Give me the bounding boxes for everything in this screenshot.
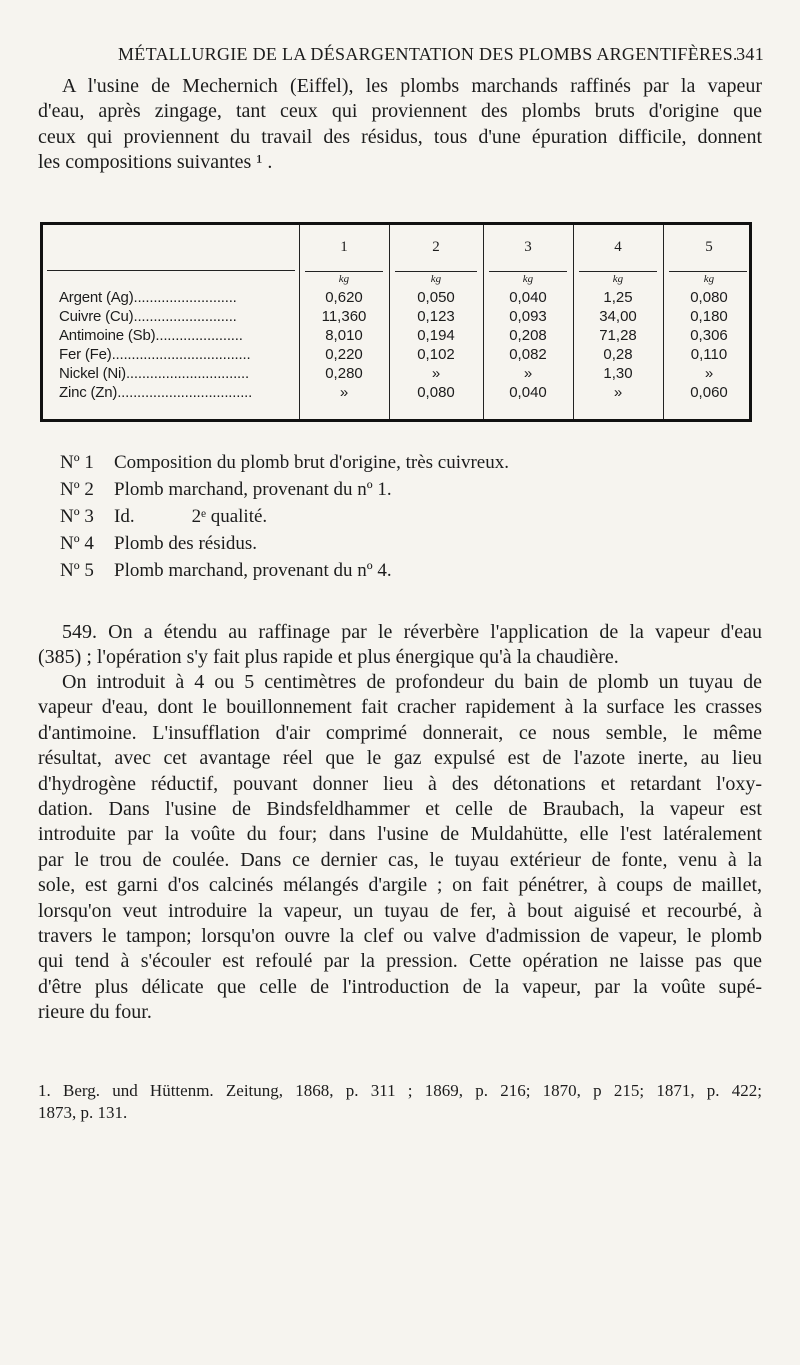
column-divider: [389, 225, 390, 419]
unit-rule: [579, 271, 657, 272]
unit-label: kg: [338, 273, 350, 285]
table-cell: 0,110: [690, 346, 728, 363]
table-cell: 11,360: [321, 308, 367, 325]
unit-label: kg: [430, 273, 442, 285]
column-divider: [299, 225, 300, 419]
row-label: Cuivre (Cu)..........................: [59, 308, 237, 325]
column-divider: [663, 225, 664, 419]
table-cell: 0,050: [417, 289, 455, 306]
table-cell: 34,00: [599, 308, 637, 325]
note-number: Nº 4: [60, 533, 94, 554]
table-cell: 0,082: [509, 346, 547, 363]
footnote-line: 1873, p. 131.: [38, 1103, 128, 1122]
text-line: A l'usine de Mechernich (Eiffel), les plombs marchands raffinés par la vapeur: [62, 75, 762, 97]
text-line: d'hydrogène réductif, pouvant donner lieu à des détonations et retardant l'oxy-: [38, 772, 762, 795]
note-number: Nº 3: [60, 506, 94, 527]
column-header: 4: [614, 239, 622, 255]
column-header: 5: [705, 239, 713, 255]
row-label: Fer (Fe)...................................: [59, 346, 251, 363]
table-cell: 0,220: [325, 346, 363, 363]
text-line: résultat, avec cet avantage réel que le gaz expulsé est de l'azote inerte, au lieu: [38, 747, 762, 770]
unit-label: kg: [612, 273, 624, 285]
table-cell: 0,093: [509, 308, 547, 325]
note-number: Nº 2: [60, 479, 94, 500]
note-text: Id. 2ᵉ qualité.: [114, 506, 268, 527]
table-cell: »: [431, 365, 441, 382]
table-cell: 0,080: [690, 289, 728, 306]
text-line: introduite par la voûte du four; dans l'usine de Muldahütte, elle l'est latéralement: [38, 823, 762, 846]
table-cell: 8,010: [325, 327, 363, 344]
text-line: qui tend à s'écouler est refoulé par la pression. Cette opération ne laisse pas que: [38, 950, 762, 973]
column-header: 3: [524, 239, 532, 255]
page-number: 341: [736, 44, 764, 64]
table-cell: »: [613, 384, 623, 401]
table-cell: 0,102: [417, 346, 455, 363]
unit-rule: [489, 271, 567, 272]
note-text: Plomb marchand, provenant du nº 4.: [114, 560, 392, 581]
header-title: MÉTALLURGIE DE LA DÉSARGENTATION DES PLOMBS ARGENTIFÈRES.: [118, 44, 738, 64]
text-line: 549. On a étendu au raffinage par le réverbère l'application de la vapeur d'eau: [62, 621, 762, 643]
table-cell: »: [523, 365, 533, 382]
table-cell: »: [704, 365, 714, 382]
table-cell: 0,040: [509, 384, 547, 401]
text-line: (385) ; l'opération s'y fait plus rapide et plus énergique qu'à la chaudière.: [38, 646, 619, 669]
note-text: Composition du plomb brut d'origine, très cuivreux.: [114, 452, 509, 473]
text-line: On introduit à 4 ou 5 centimètres de profondeur du bain de plomb un tuyau de: [62, 671, 762, 693]
table-cell: 1,25: [603, 289, 633, 306]
footnote-line: 1. Berg. und Hüttenm. Zeitung, 1868, p. 311 ; 1869, p. 216; 1870, p 215; 1871, p. 422;: [38, 1081, 762, 1100]
table-cell: 0,040: [509, 289, 547, 306]
text-line: d'antimoine. L'insufflation d'air comprimé donnerait, ce nous semble, le même: [38, 721, 762, 744]
table-cell: 0,194: [417, 327, 455, 344]
text-line: dation. Dans l'usine de Bindsfeldhammer et celle de Braubach, la vapeur est: [38, 798, 762, 821]
text-line: lorsqu'on veut introduire la vapeur, un tuyau de fer, à bout aiguisé et recourbé, à: [38, 899, 762, 922]
row-label: Zinc (Zn)..................................: [59, 384, 253, 401]
column-divider: [483, 225, 484, 419]
table-cell: 0,123: [417, 308, 455, 325]
table-cell: 0,620: [325, 289, 363, 306]
table-cell: 0,208: [509, 327, 547, 344]
table-cell: 0,306: [690, 327, 728, 344]
unit-label: kg: [703, 273, 715, 285]
column-header: 1: [340, 239, 348, 255]
text-line: les compositions suivantes ¹ .: [38, 151, 273, 174]
table-cell: 0,28: [603, 346, 633, 363]
intro-paragraph: [38, 74, 762, 176]
section-549: [38, 620, 762, 671]
running-header: [112, 44, 764, 68]
table-cell: 0,060: [690, 384, 728, 401]
table-cell: 71,28: [599, 327, 637, 344]
row-label: Nickel (Ni)...............................: [59, 365, 249, 382]
note-text: Plomb marchand, provenant du nº 1.: [114, 479, 392, 500]
composition-table: [40, 222, 752, 422]
row-label: Argent (Ag)..........................: [59, 289, 237, 306]
text-line: d'eau, après zingage, tant ceux qui proviennent des plombs bruts d'origine que: [38, 100, 762, 123]
text-line: vapeur d'eau, dont le bouillonnement fait cracher rapidement à la surface les crasses: [38, 696, 762, 719]
text-line: ceux qui proviennent du travail des résidus, tous d'une épuration difficile, donnent: [38, 125, 762, 148]
column-divider: [573, 225, 574, 419]
unit-rule: [395, 271, 477, 272]
table-cell: 0,180: [690, 308, 728, 325]
unit-rule: [305, 271, 383, 272]
note-number: Nº 5: [60, 560, 94, 581]
text-line: rieure du four.: [38, 1001, 152, 1024]
body-paragraph: [38, 670, 762, 1026]
unit-rule: [669, 271, 747, 272]
column-header: 2: [432, 239, 440, 255]
text-line: travers le tampon; lorsqu'on ouvre la clef ou valve d'admission de vapeur, le plomb: [38, 925, 762, 948]
footnote: [38, 1080, 762, 1124]
header-rule: [47, 270, 295, 271]
table-cell: 1,30: [603, 365, 633, 382]
table-cell: 0,280: [325, 365, 363, 382]
table-cell: »: [339, 384, 349, 401]
note-text: Plomb des résidus.: [114, 533, 258, 554]
text-line: d'être plus délicate que celle de l'introduction de la vapeur, par la voûte supé-: [38, 975, 762, 998]
unit-label: kg: [522, 273, 534, 285]
row-label: Antimoine (Sb)......................: [59, 327, 243, 344]
text-line: sole, est garni d'os calcinés mélangés d'argile ; on fait pénétrer, à coups de maillet,: [38, 874, 762, 897]
table-cell: 0,080: [417, 384, 455, 401]
text-line: par le trou de coulée. Dans ce dernier cas, le tuyau extérieur de fonte, venu à la: [38, 848, 762, 871]
note-number: Nº 1: [60, 452, 94, 473]
